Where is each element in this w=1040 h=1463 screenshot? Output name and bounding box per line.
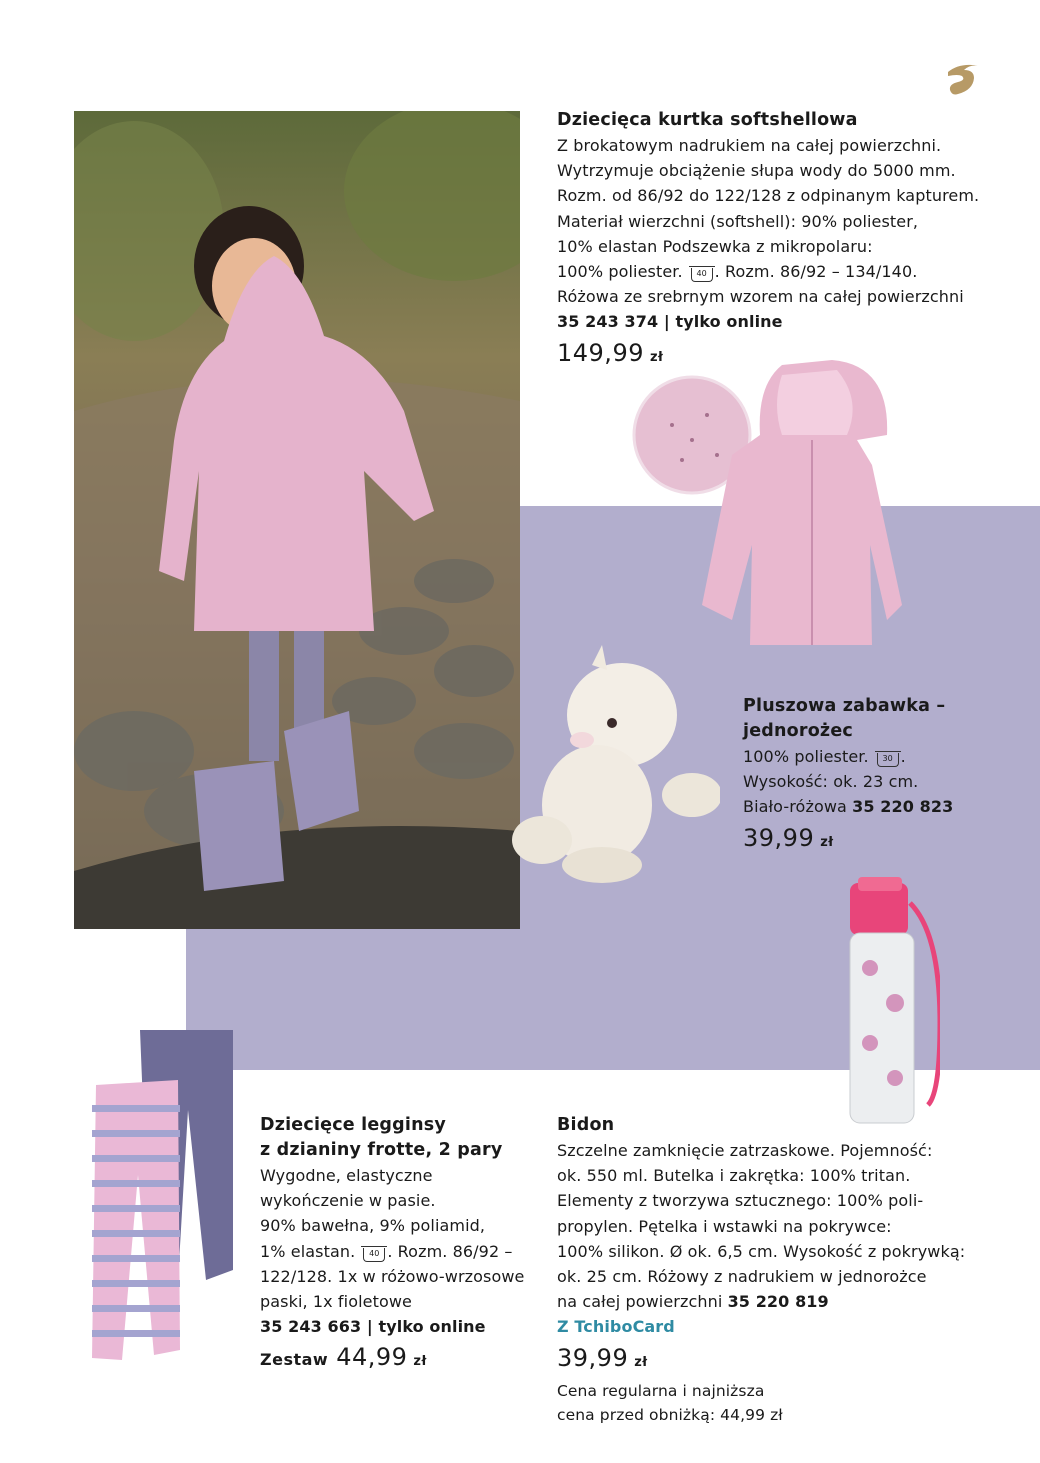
bottle-title: Bidon [557,1115,615,1135]
leggings-product-image [88,1030,238,1360]
wash-icon: 30 [877,753,899,767]
bottle-description-line: propylen. Pętelka i wstawki na pokrywce: [557,1216,892,1236]
leggings-description-line: 1% elastan. 40 . Rozm. 86/92 – [260,1241,513,1261]
jacket-product-info [557,108,1017,374]
unicorn-description-line: Wysokość: ok. 23 cm. [743,772,919,792]
unicorn-description-line: 100% poliester. 30 . [743,747,906,766]
unicorn-title: Pluszowa zabawka – [743,696,946,716]
tchibocard-label: Z TchiboCard [557,1317,675,1337]
leggings-description-line: Wygodne, elastyczne [260,1166,433,1185]
bottle-price-note: Cena regularna i najniższa [557,1381,765,1400]
bottle-description-line: Elementy z tworzywa sztucznego: 100% poli- [557,1191,924,1211]
leggings-description-line: wykończenie w pasie. [260,1191,436,1211]
leggings-price: Zestaw 44,99 zł [260,1343,427,1372]
leggings-description-line: 122/128. 1x w różowo-wrzosowe [260,1266,525,1286]
unicorn-product-image [512,645,720,890]
jacket-description-line: Różowa ze srebrnym wzorem na całej powierzchni [557,287,964,307]
unicorn-description-line: Biało-różowa 35 220 823 [743,797,954,817]
unicorn-title: jednorożec [743,721,853,741]
bottle-product-image [840,873,940,1133]
leggings-article-code: 35 243 663 | tylko online [260,1317,486,1337]
jacket-description-line: 100% poliester. 40 . Rozm. 86/92 – 134/140. [557,262,918,282]
bottle-product-info [557,1113,1017,1427]
unicorn-product-info [743,694,1023,859]
leggings-product-info [260,1113,550,1378]
bottle-description-line: Szczelne zamknięcie zatrzaskowe. Pojemność: [557,1141,933,1160]
hero-photo-child-in-jacket [74,111,520,929]
unicorn-article-code: 35 220 823 [852,797,954,817]
bottle-description-line: ok. 550 ml. Butelka i zakrętka: 100% tritan. [557,1166,911,1186]
bottle-description-line: 100% silikon. Ø ok. 6,5 cm. Wysokość z pokrywką: [557,1241,966,1261]
jacket-title: Dziecięca kurtka softshellowa [557,110,858,130]
wash-icon: 40 [691,268,713,282]
leggings-description-line: paski, 1x fioletowe [260,1292,412,1312]
bottle-description-line: na całej powierzchni 35 220 819 [557,1292,829,1312]
jacket-price: 149,99 zł [557,338,664,367]
jacket-description-line: Materiał wierzchni (softshell): 90% poliester, [557,211,919,231]
unicorn-price: 39,99 zł [743,823,834,852]
tchibo-logo-icon [940,56,986,100]
wash-icon: 40 [363,1248,385,1262]
bottle-description-line: ok. 25 cm. Różowy z nadrukiem w jednorożce [557,1267,927,1287]
jacket-description-line: Z brokatowym nadrukiem na całej powierzchni. [557,136,942,155]
jacket-product-image [632,345,902,645]
leggings-title: Dziecięce legginsy [260,1115,446,1135]
jacket-description-line: 10% elastan Podszewka z mikropolaru: [557,236,873,256]
jacket-description-line: Rozm. od 86/92 do 122/128 z odpinanym kapturem. [557,186,980,206]
jacket-description-line: Wytrzymuje obciążenie słupa wody do 5000 mm. [557,161,956,181]
leggings-description-line: 90% bawełna, 9% poliamid, [260,1216,486,1236]
bottle-article-code: 35 220 819 [727,1292,829,1312]
jacket-article-code: 35 243 374 | tylko online [557,312,783,332]
bottle-price-note: cena przed obniżką: 44,99 zł [557,1405,783,1424]
leggings-title: z dzianiny frotte, 2 pary [260,1140,503,1160]
bottle-price: 39,99 zł [557,1343,648,1372]
